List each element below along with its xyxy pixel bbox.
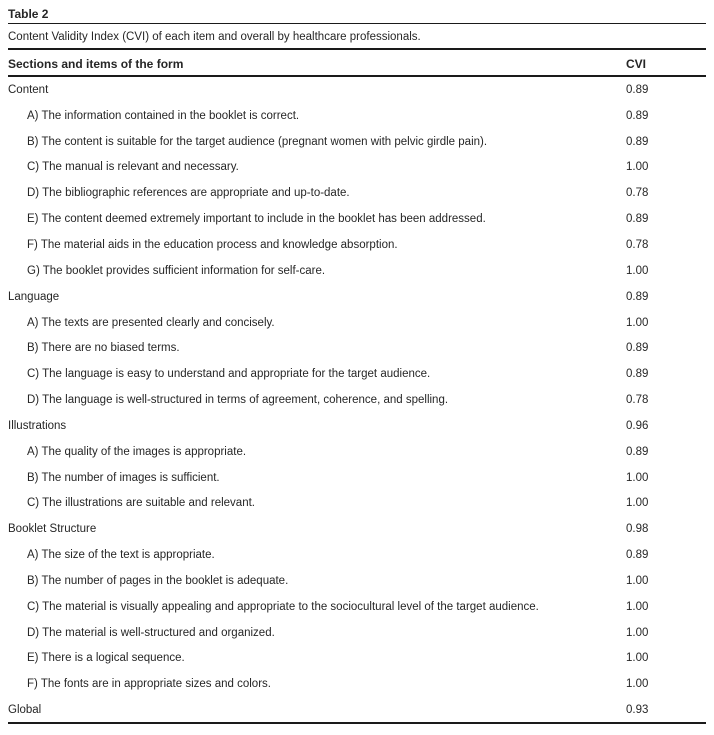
section-text: Illustrations bbox=[8, 419, 67, 432]
cvi-value: 0.89 bbox=[626, 290, 649, 303]
table-row bbox=[8, 594, 706, 620]
table-row bbox=[8, 697, 706, 723]
column-header-items: Sections and items of the form bbox=[8, 57, 184, 71]
cvi-value: 1.00 bbox=[626, 574, 649, 587]
table-header-row bbox=[8, 50, 706, 77]
section-text: Global bbox=[8, 703, 42, 716]
item-text: A) The quality of the images is appropriate. bbox=[27, 445, 247, 458]
table-row bbox=[8, 671, 706, 697]
section-text: Booklet Structure bbox=[8, 523, 97, 536]
item-text: G) The booklet provides sufficient information for self-care. bbox=[27, 264, 326, 277]
item-text: B) The number of pages in the booklet is adequate. bbox=[27, 574, 289, 587]
table-row bbox=[8, 77, 706, 103]
table-row bbox=[8, 516, 706, 542]
cvi-value: 0.89 bbox=[626, 135, 649, 148]
item-text: C) The illustrations are suitable and relevant. bbox=[27, 497, 255, 510]
item-text: D) The material is well-structured and organized. bbox=[27, 626, 275, 639]
cvi-value: 0.89 bbox=[626, 368, 649, 381]
cvi-value: 0.89 bbox=[626, 213, 649, 226]
cvi-value: 1.00 bbox=[626, 600, 649, 613]
cvi-value: 0.96 bbox=[626, 419, 649, 432]
item-text: B) There are no biased terms. bbox=[27, 342, 180, 355]
item-text: A) The information contained in the booklet is correct. bbox=[27, 109, 300, 122]
item-text: D) The bibliographic references are appropriate and up-to-date. bbox=[27, 187, 350, 200]
cvi-value: 1.00 bbox=[626, 652, 649, 665]
table-row bbox=[8, 284, 706, 310]
item-text: F) The material aids in the education process and knowledge absorption. bbox=[27, 238, 398, 251]
item-text: B) The number of images is sufficient. bbox=[27, 471, 220, 484]
column-header-cvi: CVI bbox=[626, 57, 647, 71]
cvi-value: 1.00 bbox=[626, 626, 649, 639]
table-label: Table 2 bbox=[8, 0, 706, 24]
cvi-value: 0.89 bbox=[626, 109, 649, 122]
item-text: C) The manual is relevant and necessary. bbox=[27, 161, 239, 174]
table-row bbox=[8, 258, 706, 284]
table-row bbox=[8, 620, 706, 646]
item-text: D) The language is well-structured in terms of agreement, coherence, and spelling. bbox=[27, 394, 449, 407]
cvi-value: 1.00 bbox=[626, 678, 649, 691]
cvi-table bbox=[8, 77, 706, 724]
table-row bbox=[8, 542, 706, 568]
item-text: E) The content deemed extremely important to include in the booklet has been addressed. bbox=[27, 213, 486, 226]
section-text: Language bbox=[8, 290, 60, 303]
item-text: B) The content is suitable for the target audience (pregnant women with pelvic girdle pain). bbox=[27, 135, 488, 148]
table-row bbox=[8, 439, 706, 465]
table-row bbox=[8, 335, 706, 361]
table-row bbox=[8, 387, 706, 413]
cvi-value: 0.89 bbox=[626, 83, 649, 96]
table-row bbox=[8, 180, 706, 206]
item-text: C) The language is easy to understand and appropriate for the target audience. bbox=[27, 368, 431, 381]
cvi-value: 0.93 bbox=[626, 703, 649, 716]
cvi-value: 0.78 bbox=[626, 187, 649, 200]
table-caption: Content Validity Index (CVI) of each item and overall by healthcare professionals. bbox=[8, 24, 706, 50]
cvi-value: 1.00 bbox=[626, 161, 649, 174]
cvi-value: 0.89 bbox=[626, 549, 649, 562]
cvi-value: 0.78 bbox=[626, 394, 649, 407]
item-text: F) The fonts are in appropriate sizes and colors. bbox=[27, 678, 271, 691]
table-row bbox=[8, 310, 706, 336]
item-text: A) The size of the text is appropriate. bbox=[27, 549, 215, 562]
table-row bbox=[8, 491, 706, 517]
cvi-value: 1.00 bbox=[626, 264, 649, 277]
cvi-value: 1.00 bbox=[626, 471, 649, 484]
cvi-value: 1.00 bbox=[626, 497, 649, 510]
cvi-value: 0.78 bbox=[626, 238, 649, 251]
table-body bbox=[8, 77, 706, 723]
table-row bbox=[8, 413, 706, 439]
table-row bbox=[8, 103, 706, 129]
cvi-value: 1.00 bbox=[626, 316, 649, 329]
cvi-value: 0.89 bbox=[626, 342, 649, 355]
table-row bbox=[8, 206, 706, 232]
item-text: A) The texts are presented clearly and concisely. bbox=[27, 316, 275, 329]
item-text: E) There is a logical sequence. bbox=[27, 652, 185, 665]
table-row bbox=[8, 465, 706, 491]
table-row bbox=[8, 155, 706, 181]
table-row bbox=[8, 361, 706, 387]
cvi-value: 0.98 bbox=[626, 523, 649, 536]
table-row bbox=[8, 129, 706, 155]
table-row bbox=[8, 568, 706, 594]
table-row bbox=[8, 232, 706, 258]
item-text: C) The material is visually appealing and appropriate to the sociocultural level of the target audience. bbox=[27, 600, 539, 613]
cvi-value: 0.89 bbox=[626, 445, 649, 458]
section-text: Content bbox=[8, 83, 49, 96]
table-row bbox=[8, 646, 706, 672]
